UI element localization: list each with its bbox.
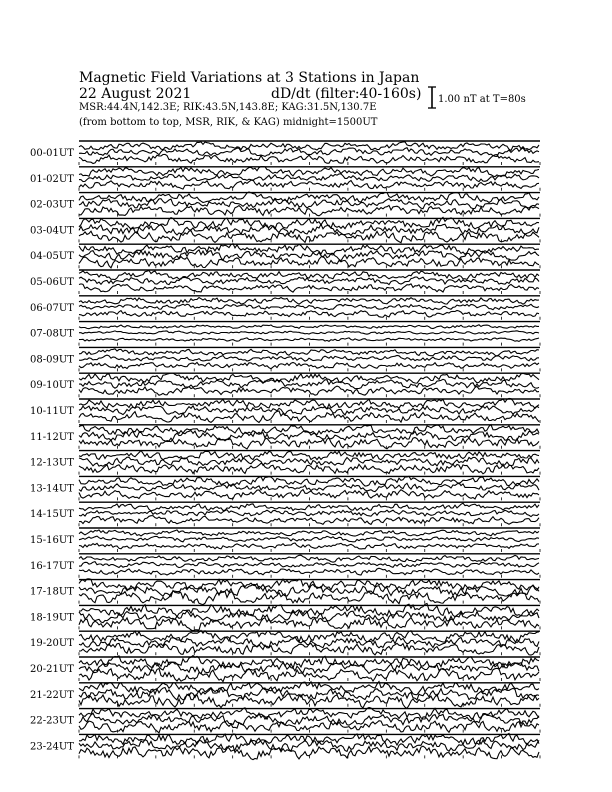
hour-row bbox=[30, 141, 540, 165]
row-label: 06-07UT bbox=[30, 302, 74, 314]
trace-kag bbox=[79, 298, 539, 305]
hour-row bbox=[30, 502, 540, 526]
trace-msr bbox=[79, 591, 539, 604]
hour-row bbox=[30, 476, 540, 500]
row-label: 05-06UT bbox=[30, 277, 74, 288]
trace-rik bbox=[79, 331, 539, 334]
magnetogram-rows bbox=[30, 141, 540, 760]
hour-row bbox=[30, 270, 540, 294]
trace-msr bbox=[79, 411, 539, 423]
trace-rik bbox=[79, 687, 539, 700]
hour-row bbox=[30, 322, 540, 346]
trace-msr bbox=[79, 568, 539, 575]
trace-kag bbox=[79, 555, 539, 562]
trace-msr bbox=[79, 618, 539, 631]
row-label: 04-05UT bbox=[30, 251, 74, 263]
hour-row bbox=[30, 528, 540, 552]
trace-msr bbox=[79, 154, 539, 163]
station-order-note: (from bottom to top, MSR, RIK, & KAG) midnight=1500UT bbox=[79, 117, 378, 128]
trace-msr bbox=[79, 338, 539, 342]
trace-msr bbox=[79, 386, 539, 395]
row-label: 01-02UT bbox=[30, 173, 74, 185]
row-label: 03-04UT bbox=[30, 225, 74, 237]
hour-row bbox=[30, 708, 540, 733]
trace-kag bbox=[79, 530, 539, 536]
trace-msr bbox=[79, 668, 539, 681]
trace-rik bbox=[79, 174, 539, 182]
trace-rik bbox=[79, 406, 539, 415]
hour-row bbox=[30, 425, 540, 449]
trace-msr bbox=[79, 463, 539, 474]
trace-msr bbox=[79, 284, 539, 292]
row-label: 02-03UT bbox=[30, 199, 74, 211]
hour-row bbox=[30, 296, 540, 320]
row-label: 19-20UT bbox=[30, 638, 74, 650]
row-label: 11-12UT bbox=[30, 431, 74, 443]
hour-row bbox=[30, 192, 540, 217]
row-label: 16-17UT bbox=[30, 560, 74, 572]
row-label: 14-15UT bbox=[30, 509, 74, 521]
trace-kag bbox=[79, 142, 539, 151]
trace-msr bbox=[79, 256, 539, 268]
row-label: 23-24UT bbox=[30, 741, 74, 753]
trace-rik bbox=[79, 662, 539, 674]
scale-bar-label: 1.00 nT at T=80s bbox=[438, 94, 526, 105]
row-label: 12-13UT bbox=[30, 457, 74, 469]
trace-msr bbox=[79, 643, 539, 655]
hour-row bbox=[30, 579, 540, 605]
chart-title: Magnetic Field Variations at 3 Stations in Japan bbox=[79, 70, 420, 86]
hour-row bbox=[30, 451, 540, 475]
row-label: 10-11UT bbox=[30, 406, 74, 417]
hour-row bbox=[30, 733, 540, 759]
hour-row bbox=[30, 373, 540, 397]
trace-kag bbox=[79, 503, 539, 511]
trace-rik bbox=[79, 536, 539, 542]
row-label: 22-23UT bbox=[30, 715, 74, 727]
trace-msr bbox=[79, 516, 539, 525]
trace-msr bbox=[79, 180, 539, 189]
trace-rik bbox=[79, 510, 539, 517]
trace-msr bbox=[79, 438, 539, 450]
trace-msr bbox=[79, 721, 539, 733]
hour-row bbox=[30, 217, 540, 242]
hour-row bbox=[30, 656, 540, 682]
row-label: 00-01UT bbox=[30, 148, 74, 159]
trace-kag bbox=[79, 373, 539, 383]
trace-rik bbox=[79, 355, 539, 361]
row-label: 08-09UT bbox=[30, 354, 74, 366]
trace-kag bbox=[79, 325, 539, 329]
hour-row bbox=[30, 630, 540, 655]
station-coordinates: MSR:44.4N,142.3E; RIK:43.5N,143.8E; KAG:31.5N,130.7E bbox=[79, 102, 377, 113]
trace-kag bbox=[79, 167, 539, 177]
row-label: 21-22UT bbox=[30, 689, 74, 701]
hour-row bbox=[30, 682, 540, 709]
row-label: 13-14UT bbox=[30, 483, 74, 495]
chart-parameter: dD/dt (filter:40-160s) bbox=[271, 86, 422, 102]
trace-msr bbox=[79, 543, 539, 549]
row-label: 20-21UT bbox=[30, 664, 74, 675]
trace-kag bbox=[79, 476, 539, 486]
row-label: 07-08UT bbox=[30, 328, 74, 340]
trace-rik bbox=[79, 562, 539, 568]
trace-kag bbox=[79, 192, 539, 203]
row-label: 17-18UT bbox=[30, 586, 74, 598]
scale-bar bbox=[428, 87, 436, 108]
row-label: 15-16UT bbox=[30, 535, 74, 546]
hour-row bbox=[30, 167, 540, 191]
hour-row bbox=[30, 554, 540, 578]
hour-row bbox=[30, 398, 540, 423]
hour-row bbox=[30, 604, 540, 631]
trace-msr bbox=[79, 311, 539, 318]
trace-rik bbox=[79, 304, 539, 310]
trace-msr bbox=[79, 362, 539, 368]
row-label: 09-10UT bbox=[30, 380, 74, 392]
hour-row bbox=[30, 244, 540, 269]
trace-kag bbox=[79, 349, 539, 356]
trace-rik bbox=[79, 250, 539, 261]
trace-rik bbox=[79, 483, 539, 492]
chart-date: 22 August 2021 bbox=[79, 86, 192, 102]
row-label: 18-19UT bbox=[30, 612, 74, 624]
hour-row bbox=[30, 347, 540, 371]
trace-kag bbox=[79, 271, 539, 280]
trace-msr bbox=[79, 231, 539, 243]
trace-rik bbox=[79, 713, 539, 725]
